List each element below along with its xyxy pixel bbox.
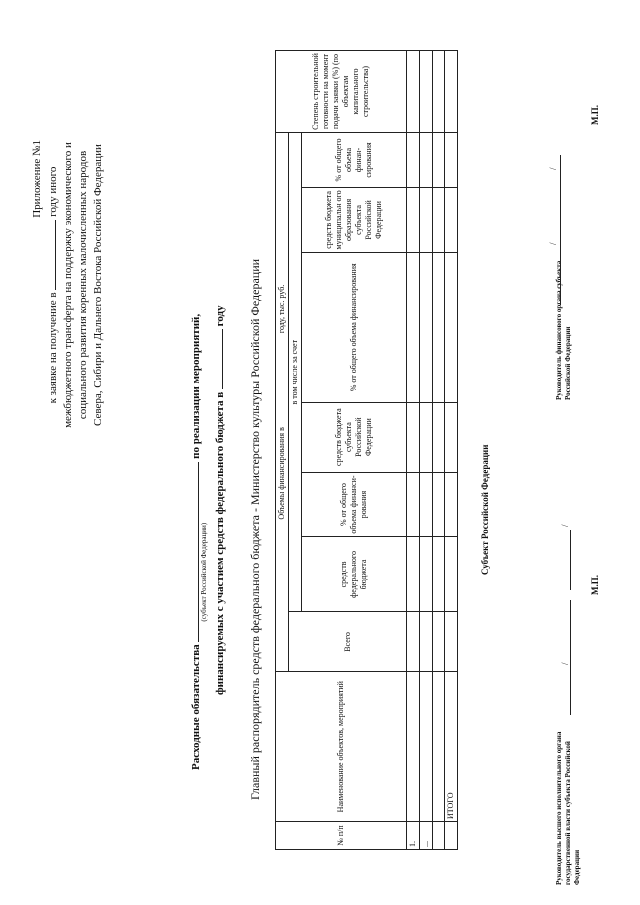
signature-line bbox=[570, 600, 571, 715]
header-municipal: средств бюджета муниципальн ого образования субъекта Российской Федерации bbox=[302, 187, 407, 252]
header-readiness: Степень строительной готовности на момент подачи заявки (%) (по объектам капитального строительства) bbox=[276, 51, 407, 133]
left-signatory: Руководитель высшего исполнительного органа государственной власти субъекта Российской Федерации bbox=[555, 731, 581, 885]
header-total: Всего bbox=[289, 612, 407, 672]
subject-blank bbox=[188, 462, 208, 642]
annex-line-3: межбюджетного трансферта на поддержку экономического и bbox=[62, 142, 74, 428]
header-including: в том числе за счет bbox=[289, 133, 302, 612]
header-federal-pct: % от общего объема финанси- рования bbox=[302, 472, 407, 537]
total-label: ИТОГО bbox=[445, 672, 458, 822]
year-blank-2 bbox=[212, 329, 223, 389]
annex-line-5: Севера, Сибири и Дальнего Востока Российской Федерации bbox=[92, 144, 104, 426]
annex-block bbox=[30, 120, 106, 450]
header-num: № п/п bbox=[276, 822, 407, 850]
signature-line bbox=[560, 155, 561, 305]
signature-slash: / bbox=[560, 524, 570, 527]
signature-slash: / bbox=[548, 167, 558, 170]
annex-title: Приложение №1 bbox=[31, 140, 43, 218]
header-subject-pct: % от общего объема финансирования bbox=[302, 252, 407, 402]
table-row: ... bbox=[420, 51, 433, 850]
subject-caption: (субъект Российской Федерации) bbox=[200, 522, 208, 622]
header-volume-group: Объемы финансирования в году, тыс. руб. bbox=[276, 133, 289, 672]
right-signatory: Руководитель финансового органа субъекта Российской Федерации bbox=[555, 260, 572, 400]
header-name: Наименование объектов, мероприятий bbox=[276, 672, 407, 822]
stamp-place-left: М.П. bbox=[590, 575, 600, 595]
annex-line-4: социального развития коренных малочисленных народов bbox=[77, 150, 89, 420]
header-municipal-pct: % от общего объема финан- сирования bbox=[302, 133, 407, 188]
financing-table bbox=[275, 50, 458, 850]
header-federal: средств федерального бюджета bbox=[302, 537, 407, 612]
subject-label: Субъект Российской Федерации bbox=[480, 444, 490, 575]
title-line-1: Расходные обязательства (субъект Российской Федерации) по реализации мероприятий, bbox=[190, 313, 208, 770]
table-total-row bbox=[445, 51, 458, 850]
signature-line bbox=[570, 530, 571, 590]
annex-line-2: к заявке на получение в году иного bbox=[47, 166, 59, 404]
table-row bbox=[433, 51, 445, 850]
table-row: 1. bbox=[407, 51, 420, 850]
signature-slash: / bbox=[560, 662, 570, 665]
signature-slash: / bbox=[548, 242, 558, 245]
distributor-line: Главный распорядитель средств федерального бюджета - Министерство культуры Российской Федерации bbox=[248, 258, 262, 800]
title-line-2: финансируемых с участием средств федерального бюджета в году bbox=[214, 305, 226, 695]
stamp-place-right: М.П. bbox=[590, 105, 600, 125]
header-subject: средств бюджета субъекта Российской Федерации bbox=[302, 402, 407, 472]
year-blank bbox=[45, 220, 56, 290]
